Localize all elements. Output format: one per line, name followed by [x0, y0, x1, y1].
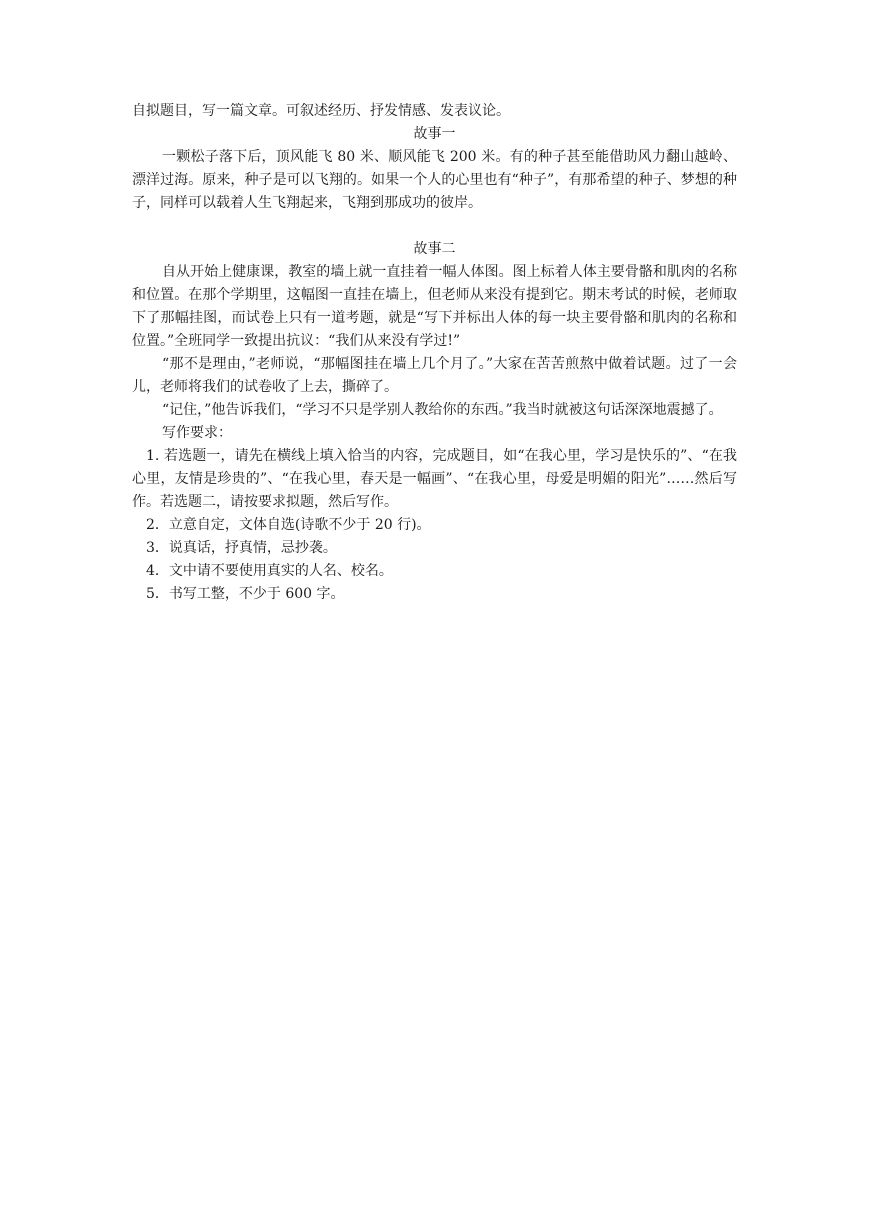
story-two-paragraph-1: 自从开始上健康课，教室的墙上就一直挂着一幅人体图。图上标着人体主要骨骼和肌肉的名称和位置。在那个学期里，这幅图一直挂在墙上，但老师从来没有提到它。期末考试的时候，老师取下了那幅挂图，而试卷上只有一道考题，就是“写下并标出人体的每一块主要骨骼和肌肉的名称和位置。”全班同学一致提出抗议：“我们从来没有学过!” — [132, 264, 737, 349]
requirements-heading: 写作要求： — [162, 425, 232, 441]
section-spacer — [132, 215, 737, 238]
story-one-title: 故事一 — [413, 126, 456, 142]
story-two-title: 故事二 — [413, 241, 456, 257]
requirement-item-1: 1. 若选题一，请先在横线上填入恰当的内容，完成题目，如“在我心里，学习是快乐的”、“在我心里，友情是珍贵的”、“在我心里，春天是一幅画”、“在我心里，母爱是明媚的阳光”……然后写作。若选题二，请按要求拟题，然后写作。 — [132, 448, 737, 510]
requirement-item-4: 4．文中请不要使用真实的人名、校名。 — [146, 563, 393, 579]
story-two-paragraph-3: “记住，”他告诉我们，“学习不只是学别人教给你的东西。”我当时就被这句话深深地震撼了。 — [162, 402, 723, 418]
requirement-item-2: 2．立意自定，文体自选(诗歌不少于 20 行)。 — [146, 517, 431, 533]
requirement-item-3: 3．说真话，抒真情，忌抄袭。 — [146, 540, 337, 556]
story-two-paragraph-2: “那不是理由，”老师说，“那幅图挂在墙上几个月了。”大家在苦苦煎熬中做着试题。过了一会儿，老师将我们的试卷收了上去，撕碎了。 — [132, 356, 737, 395]
requirement-item-5: 5．书写工整，不少于 600 字。 — [146, 586, 345, 602]
story-one-paragraph: 一颗松子落下后，顶风能飞 80 米、顺风能飞 200 米。有的种子甚至能借助风力翻山越岭、漂洋过海。原来，种子是可以飞翔的。如果一个人的心里也有“种子”，有那希望的种子、梦想的种子，同样可以载着人生飞翔起来，飞翔到那成功的彼岸。 — [132, 149, 737, 211]
intro-text: 自拟题目，写一篇文章。可叙述经历、抒发情感、发表议论。 — [132, 103, 510, 119]
document-page — [132, 100, 737, 606]
